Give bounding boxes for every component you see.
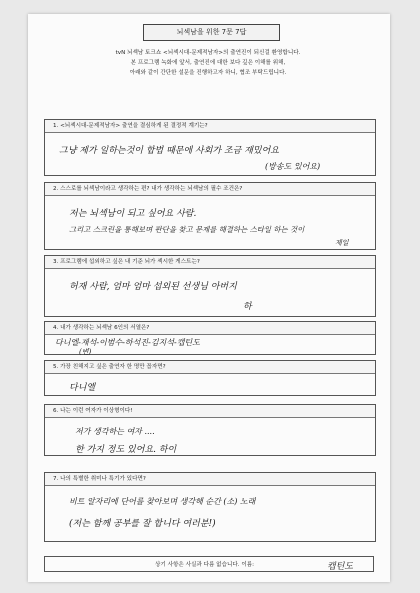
question-text: 7. 나의 특별한 취미나 특기가 있다면? (45, 473, 375, 486)
question-4 (44, 321, 376, 355)
intro-line: 본 프로그램 녹화에 앞서, 출연진에 대한 보다 깊은 이해를 위해, (130, 60, 286, 66)
answer-line: 그리고 스크린을 통해보며 판단을 찾고 문제를 해결하는 스타일 하는 것이 (69, 225, 305, 234)
answer-line: (방송도 있어요) (265, 162, 321, 171)
footer-statement: 상기 사항은 사실과 다름 없습니다. 이름: (155, 562, 255, 568)
answer-line: 제일 (335, 239, 349, 247)
answer-line: 저는 뇌섹남이 되고 싶어요 사람. (69, 209, 197, 219)
questionnaire-page (28, 14, 390, 582)
question-text: 4. 내가 생각하는 뇌섹남 6인의 서열은? (45, 322, 375, 335)
footer-confirmation (44, 556, 374, 572)
question-text: 6. 나는 이런 여자가 이상형이다! (45, 405, 375, 418)
question-2 (44, 182, 376, 250)
answer-line: 한 가지 정도 있어요. 하이 (75, 445, 177, 455)
question-1 (44, 119, 376, 176)
question-3 (44, 255, 376, 317)
question-5 (44, 360, 376, 396)
answer-line: 다니엘 (69, 383, 96, 393)
intro-line: 아래와 같이 간단한 설문을 진행하고자 하니, 협조 부탁드립니다. (129, 70, 287, 76)
question-text: 2. 스스로를 뇌섹남이라고 생각하는 편? 내가 생각하는 뇌섹남의 필수 조건은? (45, 183, 375, 196)
question-text: 5. 가장 친해지고 싶은 출연자 한 명만 꼽자면? (45, 361, 375, 374)
question-text: 3. 프로그램에 섭외하고 싶은 내 기준 뇌가 섹시한 게스트는? (45, 256, 375, 269)
answer-line: 다니엘-재석-이범수-하석진-김지석-캡틴도 (55, 338, 200, 347)
question-text: 1. <뇌섹시대-문제적남자> 출연을 결심하게 된 결정적 계기는? (45, 120, 375, 133)
questionnaire-title: 뇌섹남을 위한 7문 7답 (143, 24, 280, 41)
answer-line: 비트 알자리에 단어를 찾아보며 생각해 순간 (소) 노래 (69, 497, 256, 506)
answer-line: (변) (79, 348, 92, 356)
answer-line: 저가 생각하는 여자 .... (75, 427, 155, 436)
answer-line: (저는 함께 공부를 잘 합니다 여러분!) (69, 519, 216, 529)
answer-line: 그냥 제가 일하는것이 합법 때문에 사회가 조금 재밌어요 (59, 146, 279, 156)
answer-line: 하 (243, 302, 252, 312)
answer-line: 허재 사람, 엄마 엄마 섭외된 선생님 아버지 (69, 282, 237, 292)
question-6 (44, 404, 376, 456)
signature: 캡틴도 (326, 562, 353, 572)
intro-line: tvN 뇌섹남 토크쇼 <뇌섹시대-문제적남자>의 출연진이 되신걸 환영합니다. (115, 50, 301, 56)
intro-text (58, 48, 358, 78)
question-7 (44, 472, 376, 542)
